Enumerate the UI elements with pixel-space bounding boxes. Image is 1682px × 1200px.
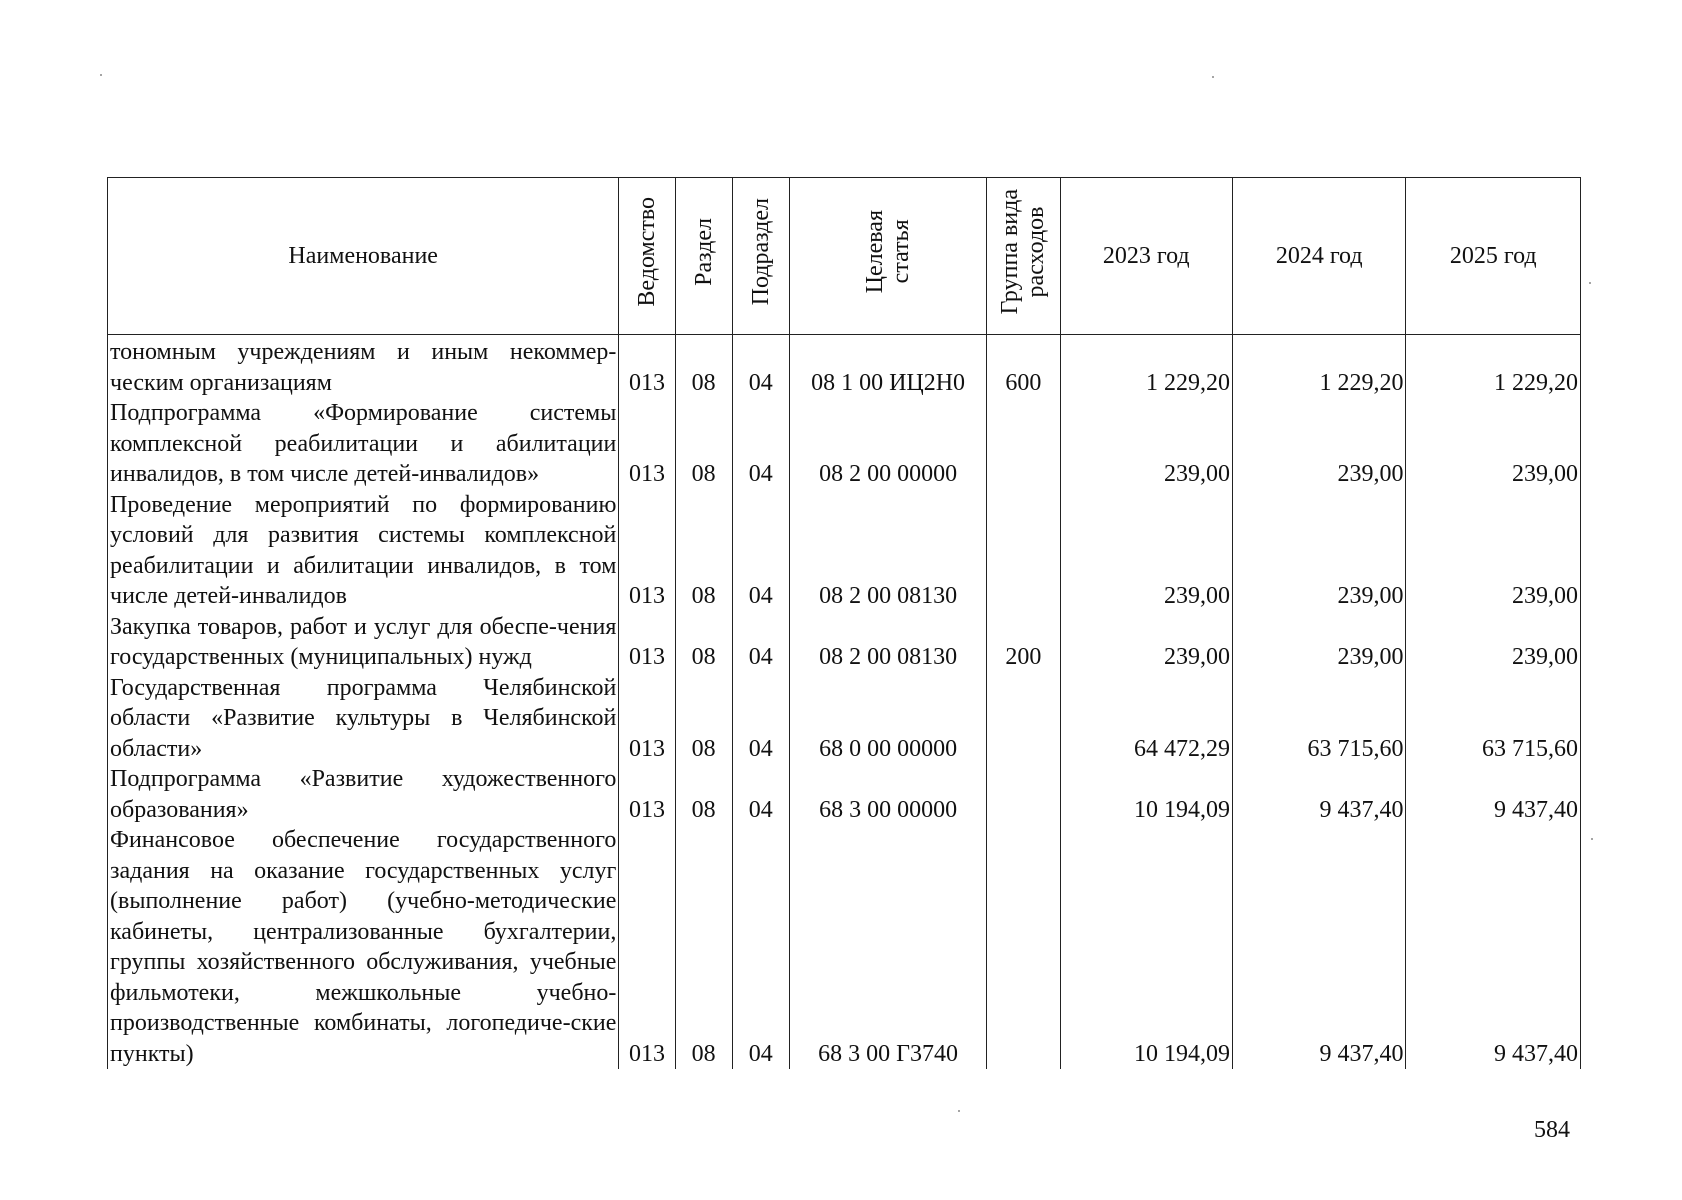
row-podrazdel: 04 — [732, 673, 789, 765]
page-number: 584 — [1534, 1117, 1570, 1143]
header-2025: 2025 год — [1406, 178, 1581, 335]
row-razdel: 08 — [675, 398, 732, 490]
row-podrazdel: 04 — [732, 764, 789, 825]
header-2024: 2024 год — [1232, 178, 1405, 335]
row-gruppa — [987, 764, 1060, 825]
row-amount-2025: 9 437,40 — [1406, 825, 1581, 1069]
row-celevaya-statya: 68 3 00 00000 — [789, 764, 987, 825]
row-name: Финансовое обеспечение государственного задания на оказание государственных услуг (выполнение работ) (учебно-методические кабинеты, централизованные бухгалтерии, группы хозяйственного обслуживания, учебные фильмотеки, межшкольные учебно-производственные комбинаты, логопедиче-ские пункты) — [108, 825, 619, 1069]
row-podrazdel: 04 — [732, 825, 789, 1069]
row-gruppa — [987, 673, 1060, 765]
table-row — [108, 398, 1581, 490]
row-podrazdel: 04 — [732, 398, 789, 490]
scan-speck — [958, 1110, 960, 1112]
row-amount-2025: 239,00 — [1406, 398, 1581, 490]
scan-speck — [100, 74, 102, 76]
row-celevaya-statya: 08 1 00 ИЦ2Н0 — [789, 335, 987, 399]
row-razdel: 08 — [675, 612, 732, 673]
table-row — [108, 612, 1581, 673]
header-2023: 2023 год — [1060, 178, 1232, 335]
row-celevaya-statya: 08 2 00 08130 — [789, 490, 987, 612]
row-name: Государственная программа Челябинской области «Развитие культуры в Челябинской области» — [108, 673, 619, 765]
row-podrazdel: 04 — [732, 335, 789, 399]
row-celevaya-statya: 08 2 00 08130 — [789, 612, 987, 673]
row-gruppa — [987, 490, 1060, 612]
row-celevaya-statya: 08 2 00 00000 — [789, 398, 987, 490]
row-name: Подпрограмма «Развитие художественного образования» — [108, 764, 619, 825]
row-amount-2025: 239,00 — [1406, 612, 1581, 673]
row-amount-2023: 64 472,29 — [1060, 673, 1232, 765]
row-amount-2024: 239,00 — [1232, 398, 1405, 490]
row-razdel: 08 — [675, 335, 732, 399]
row-gruppa — [987, 825, 1060, 1069]
scan-speck — [1212, 76, 1214, 78]
header-vedomstvo: Ведомство — [619, 178, 675, 335]
row-amount-2024: 9 437,40 — [1232, 825, 1405, 1069]
header-razdel: Раздел — [675, 178, 732, 335]
row-razdel: 08 — [675, 825, 732, 1069]
row-razdel: 08 — [675, 764, 732, 825]
row-name: Проведение мероприятий по формированию условий для развития системы комплексной реабилитации и абилитации инвалидов, в том числе детей-инвалидов — [108, 490, 619, 612]
row-vedomstvo: 013 — [619, 398, 675, 490]
table-row — [108, 490, 1581, 612]
row-name: Подпрограмма «Формирование системы комплексной реабилитации и абилитации инвалидов, в том числе детей-инвалидов» — [108, 398, 619, 490]
row-podrazdel: 04 — [732, 490, 789, 612]
table-header — [108, 178, 1581, 335]
table-body — [108, 335, 1581, 1070]
row-razdel: 08 — [675, 673, 732, 765]
budget-table — [107, 177, 1581, 1069]
header-gruppa-vida-rashodov: Группа вида расходов — [987, 178, 1060, 335]
row-vedomstvo: 013 — [619, 612, 675, 673]
row-amount-2024: 239,00 — [1232, 612, 1405, 673]
row-gruppa — [987, 398, 1060, 490]
scan-speck — [1591, 838, 1593, 840]
row-vedomstvo: 013 — [619, 490, 675, 612]
scan-speck — [1589, 282, 1591, 284]
row-celevaya-statya: 68 3 00 Г3740 — [789, 825, 987, 1069]
row-amount-2024: 9 437,40 — [1232, 764, 1405, 825]
row-celevaya-statya: 68 0 00 00000 — [789, 673, 987, 765]
header-podrazdel: Подраздел — [732, 178, 789, 335]
row-amount-2024: 239,00 — [1232, 490, 1405, 612]
row-amount-2023: 239,00 — [1060, 490, 1232, 612]
header-name: Наименование — [108, 178, 619, 335]
row-gruppa: 200 — [987, 612, 1060, 673]
row-amount-2025: 9 437,40 — [1406, 764, 1581, 825]
row-amount-2023: 239,00 — [1060, 398, 1232, 490]
row-amount-2023: 10 194,09 — [1060, 764, 1232, 825]
row-amount-2023: 239,00 — [1060, 612, 1232, 673]
table-row — [108, 825, 1581, 1069]
table-row — [108, 673, 1581, 765]
row-vedomstvo: 013 — [619, 764, 675, 825]
row-podrazdel: 04 — [732, 612, 789, 673]
row-name: тономным учреждениям и иным некоммер-ческим организациям — [108, 335, 619, 399]
header-celevaya-statya: Целевая статья — [789, 178, 987, 335]
row-vedomstvo: 013 — [619, 335, 675, 399]
row-amount-2025: 239,00 — [1406, 490, 1581, 612]
row-vedomstvo: 013 — [619, 673, 675, 765]
row-name: Закупка товаров, работ и услуг для обеспе-чения государственных (муниципальных) нужд — [108, 612, 619, 673]
row-amount-2025: 1 229,20 — [1406, 335, 1581, 399]
row-amount-2023: 10 194,09 — [1060, 825, 1232, 1069]
row-razdel: 08 — [675, 490, 732, 612]
row-amount-2023: 1 229,20 — [1060, 335, 1232, 399]
row-vedomstvo: 013 — [619, 825, 675, 1069]
row-amount-2025: 63 715,60 — [1406, 673, 1581, 765]
table-row — [108, 335, 1581, 399]
row-amount-2024: 1 229,20 — [1232, 335, 1405, 399]
row-amount-2024: 63 715,60 — [1232, 673, 1405, 765]
row-gruppa: 600 — [987, 335, 1060, 399]
table-row — [108, 764, 1581, 825]
